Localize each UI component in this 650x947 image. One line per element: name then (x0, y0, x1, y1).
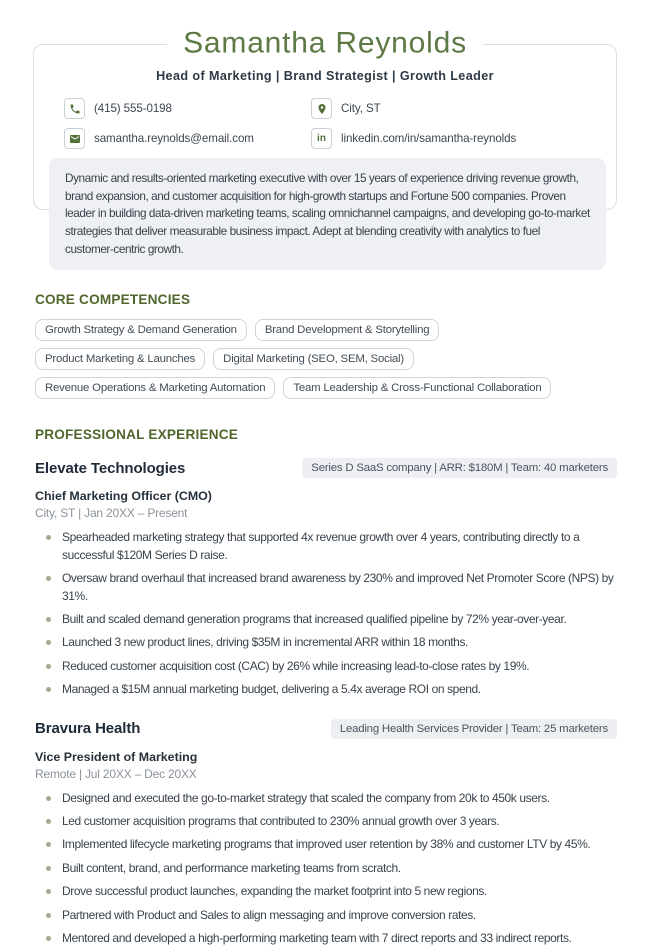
job-bullet: Designed and executed the go-to-market strategy that scaled the company from 20k to 450k users. (35, 790, 633, 807)
job-bullet: Drove successful product launches, expanding the market footprint into 5 new regions. (35, 883, 633, 900)
contact-linkedin (311, 128, 592, 149)
job-bullet: Oversaw brand overhaul that increased brand awareness by 230% and improved Net Promoter Score (NPS) by 31%. (35, 570, 633, 605)
job-bravura-health (35, 719, 617, 947)
job-bullet: Launched 3 new product lines, driving $35M in incremental ARR within 18 months. (35, 634, 633, 651)
job-bullet: Led customer acquisition programs that contributed to 230% annual growth over 3 years. (35, 813, 633, 830)
job-bullet: Built and scaled demand generation programs that increased qualified pipeline by 72% year-over-year. (35, 611, 633, 628)
job-bullet-list (35, 529, 633, 698)
contact-location (311, 98, 592, 119)
competency-pill: Team Leadership & Cross-Functional Collaboration (283, 377, 551, 399)
candidate-name: Samantha Reynolds (167, 27, 483, 61)
email-icon (64, 128, 85, 149)
competency-pill: Digital Marketing (SEO, SEM, Social) (213, 348, 414, 370)
job-bullet: Built content, brand, and performance marketing teams from scratch. (35, 860, 633, 877)
job-bullet: Implemented lifecycle marketing programs that improved user retention by 38% and customer LTV by 45%. (35, 836, 633, 853)
job-bullet: Managed a $15M annual marketing budget, delivering a 5.4x average ROI on spend. (35, 681, 633, 698)
company-row (35, 458, 617, 478)
job-bullet: Spearheaded marketing strategy that supported 4x revenue growth over 4 years, contributing directly to a successful $120M Series D raise. (35, 529, 633, 564)
job-bullet-list (35, 790, 633, 947)
competency-pill: Revenue Operations & Marketing Automation (35, 377, 275, 399)
company-name: Elevate Technologies (35, 459, 186, 477)
contact-email-label: samantha.reynolds@email.com (94, 132, 254, 145)
job-location-dates: City, ST | Jan 20XX – Present (35, 506, 188, 521)
phone-icon (64, 98, 85, 119)
company-row (35, 719, 617, 739)
contact-phone (64, 98, 311, 119)
company-badge: Series D SaaS company | ARR: $180M | Team: 40 marketers (302, 458, 617, 478)
section-core-competencies (35, 292, 617, 399)
professional-experience-title: PROFESSIONAL EXPERIENCE (35, 427, 239, 443)
section-professional-experience (35, 427, 617, 947)
contact-linkedin-label: linkedin.com/in/samantha-reynolds (341, 132, 517, 145)
competency-pill: Product Marketing & Launches (35, 348, 205, 370)
job-location-dates: Remote | Jul 20XX – Dec 20XX (35, 766, 197, 781)
contact-phone-label: (415) 555-0198 (94, 102, 172, 115)
company-badge: Leading Health Services Provider | Team: 25 marketers (331, 719, 617, 739)
candidate-tagline: Head of Marketing | Brand Strategist | Growth Leader (156, 69, 494, 83)
location-icon (311, 98, 332, 119)
job-title: Chief Marketing Officer (CMO) (35, 489, 212, 504)
contact-location-label: City, ST (341, 102, 381, 115)
contact-email (64, 128, 311, 149)
competency-pill-list (35, 319, 617, 399)
job-bullet: Mentored and developed a high-performing marketing team with 7 direct reports and 33 indirect reports. (35, 930, 633, 947)
linkedin-icon: in (311, 128, 332, 149)
competency-pill: Growth Strategy & Demand Generation (35, 319, 247, 341)
company-name: Bravura Health (35, 720, 141, 738)
job-title: Vice President of Marketing (35, 749, 198, 764)
job-bullet: Partnered with Product and Sales to align messaging and improve conversion rates. (35, 907, 633, 924)
summary-box: Dynamic and results-oriented marketing executive with over 15 years of experience driving revenue growth, brand expansion, and customer acquisition for high-growth startups and Fortune 500 companies. Proven leader in building data-driven marketing teams, scaling omnichannel campaigns, and developing go-to-market strategies that deliver measurable business impact. Adept at blending creativity with analytics to fuel customer-centric growth. (49, 158, 606, 270)
contact-grid (34, 98, 616, 149)
job-bullet: Reduced customer acquisition cost (CAC) by 26% while increasing lead-to-close rates by 19%. (35, 658, 633, 675)
competency-pill: Brand Development & Storytelling (255, 319, 440, 341)
resume-page (0, 26, 650, 945)
job-elevate-technologies (35, 458, 617, 698)
core-competencies-title: CORE COMPETENCIES (35, 292, 191, 308)
